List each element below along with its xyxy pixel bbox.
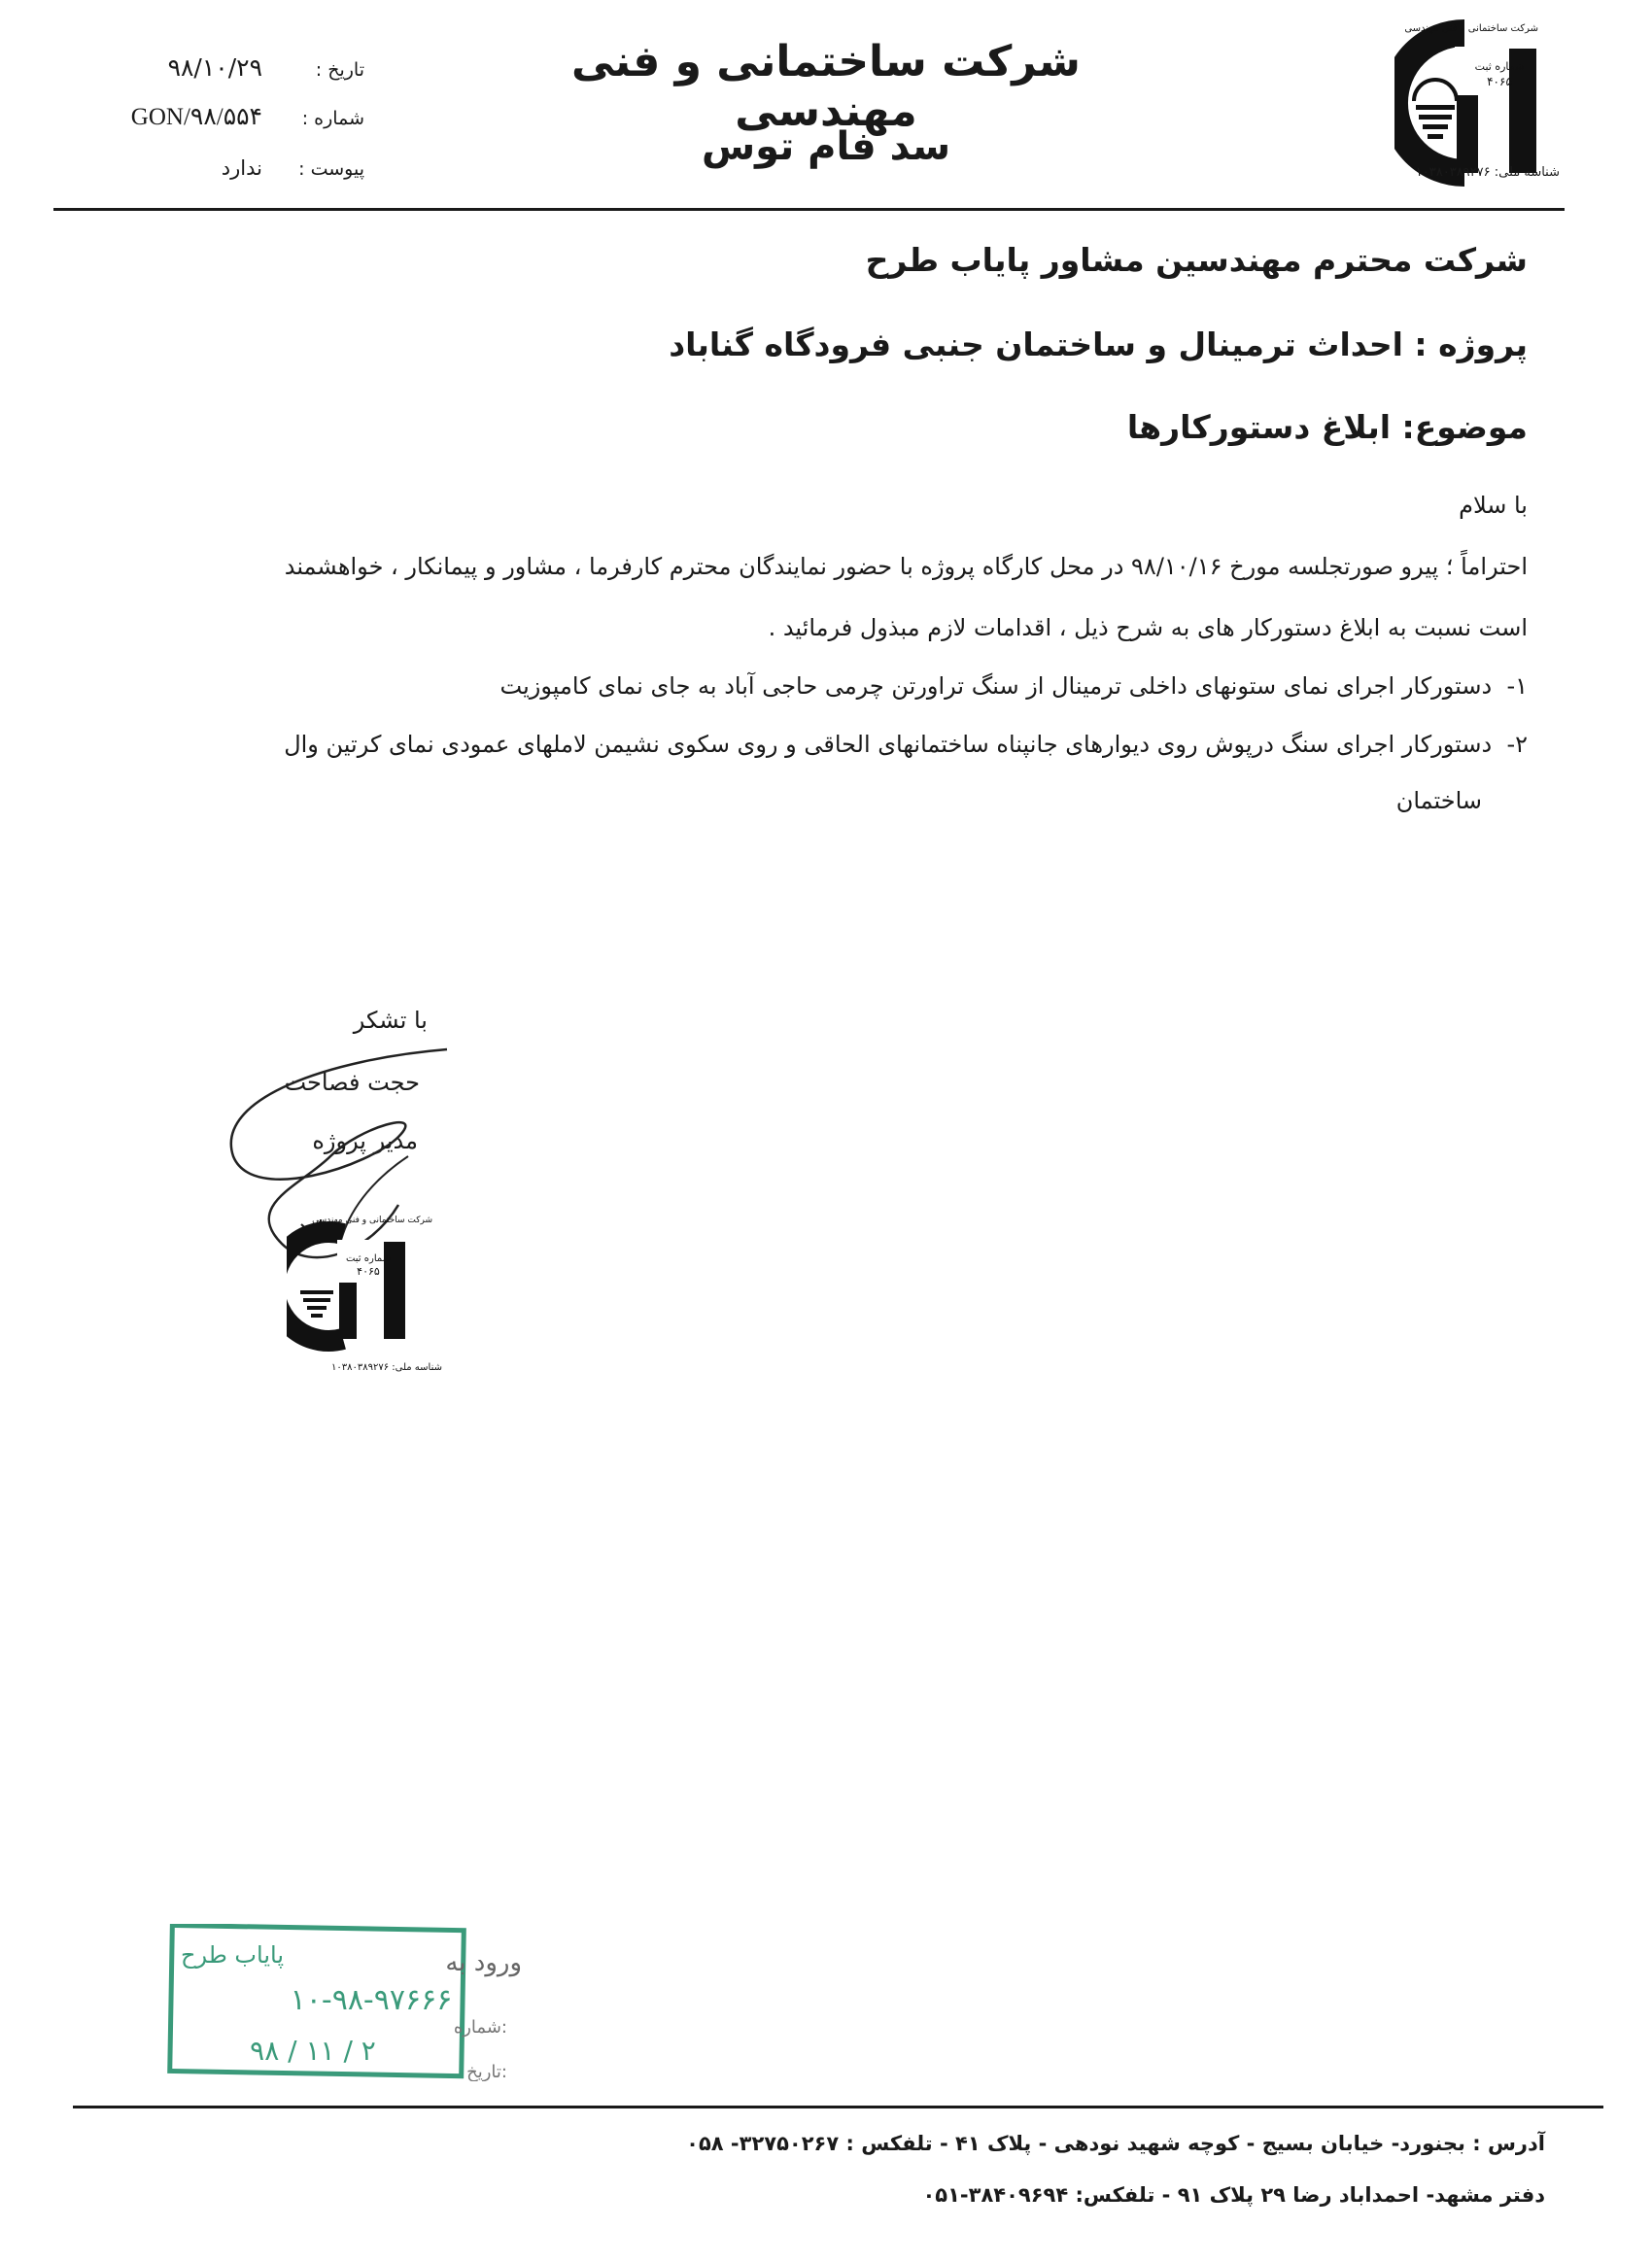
stamp-date-value: ۹۸ / ۱۱ / ۲: [250, 2035, 376, 2067]
number-value: GON/۹۸/۵۵۴: [130, 104, 262, 130]
footer-office: دفتر مشهد- احمداباد رضا ۲۹ پلاک ۹۱ - تلفکس: ۳۸۴۰۹۶۹۴-۰۵۱: [922, 2183, 1545, 2207]
project-line: پروژه : احداث ترمینال و ساختمان جنبی فرودگاه گناباد: [669, 326, 1528, 363]
stamp-org: پایاب طرح: [180, 1941, 284, 1969]
seal-national-id: شناسه ملی: ۱۰۳۸۰۳۸۹۲۷۶: [330, 1362, 442, 1373]
stamp-number-label: شماره:: [453, 2017, 507, 2038]
footer-address: آدرس : بجنورد- خیابان بسیج - کوچه شهید نودهی - پلاک ۴۱ - تلفکس : ۳۲۷۵۰۲۶۷- ۰۵۸: [686, 2132, 1545, 2155]
company-logo: [1394, 19, 1562, 187]
signer-name: حجت فصاحت: [284, 1069, 420, 1096]
closing: با تشکر: [353, 1007, 428, 1034]
list-item: [500, 674, 1529, 698]
body-line-1: احتراماً ؛ پیرو صورتجلسه مورخ ۹۸/۱۰/۱۶ در محل کارگاه پروژه با حضور نمایندگان محترم کارفرما ، مشاور و پیمانکار ، خواهشمند: [284, 553, 1528, 580]
logo-reg-number: ۴۰۶۵: [1487, 75, 1512, 88]
stamp-heading: ورود به: [445, 1948, 522, 1977]
footer-divider: [73, 2106, 1603, 2108]
date-field: [92, 53, 364, 92]
stamp-number-value: ۱۰-۹۸-۹۷۶۶۶: [290, 1983, 453, 2017]
seal-reg-number: ۴۰۶۵: [357, 1265, 380, 1278]
date-value: ۹۸/۱۰/۲۹: [167, 53, 262, 82]
item-text: دستورکار اجرای نمای ستونهای داخلی ترمینال از سنگ تراورتن چرمی حاجی آباد به جای نمای کامپوزیت: [499, 672, 1493, 700]
item-text: دستورکار اجرای سنگ درپوش روی دیوارهای جانپناه ساختمانهای الحاقی و روی سکوی نشیمن لاملهای عمودی نمای کرتین وال: [284, 731, 1493, 758]
date-label: تاریخ :: [315, 59, 364, 81]
item-number: ۲-: [1506, 731, 1528, 758]
list-item: [284, 733, 1528, 756]
company-seal: [287, 1205, 457, 1380]
number-label: شماره :: [301, 108, 364, 129]
header-divider: [53, 208, 1565, 211]
company-name: شرکت ساختمانی و فنی مهندسی: [571, 37, 1081, 136]
attachment-value: ندارد: [221, 156, 262, 180]
seal-top-text: شرکت ساختمانی و فنی مهندسی: [312, 1216, 432, 1225]
item-number: ۱-: [1506, 672, 1528, 700]
attachment-label: پیوست :: [298, 158, 364, 180]
seal-reg-label: شماره ثبت: [345, 1253, 392, 1264]
body-line-2: است نسبت به ابلاغ دستورکار های به شرح ذیل ، اقدامات لازم مبذول فرمائید .: [768, 614, 1528, 641]
greeting: با سلام: [1459, 492, 1528, 519]
logo-top-text: شرکت ساختمانی و فنی مهندسی: [1404, 23, 1538, 34]
stamp-date-label: تاریخ:: [466, 2062, 507, 2081]
company-subname: سد فام توس: [701, 124, 951, 169]
number-field: [92, 102, 364, 141]
recipient-line: شرکت محترم مهندسین مشاور پایاب طرح: [865, 241, 1528, 279]
signer-title: مدیر پروژه: [312, 1127, 418, 1154]
logo-reg-label: شماره ثبت: [1474, 60, 1525, 73]
received-stamp: [167, 1924, 527, 2081]
list-item-continuation: ساختمان: [1395, 787, 1482, 814]
logo-national-id: شناسه ملی: ۱۰۳۸۰۳۸۹۲۷۶: [1415, 165, 1560, 180]
attachment-field: [92, 153, 364, 191]
subject-line: موضوع: ابلاغ دستورکارها: [1126, 408, 1528, 446]
